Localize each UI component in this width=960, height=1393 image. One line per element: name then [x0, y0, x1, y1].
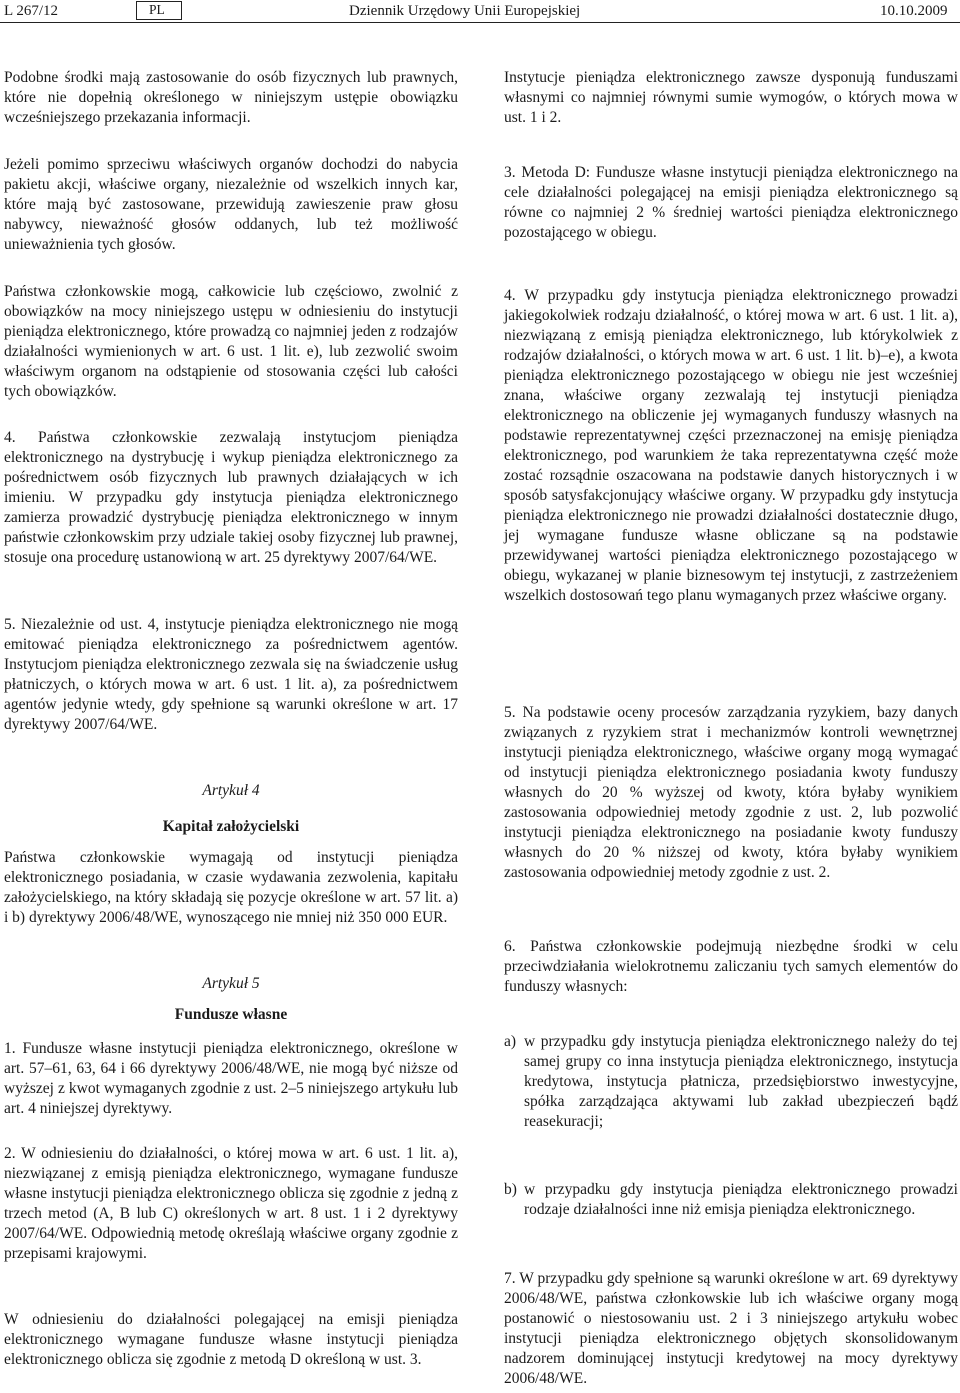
- paragraph-item-5: 5. Na podstawie oceny procesów zarządzania ryzykiem, bazy danych związanych z ryzykiem strat i mechanizmów kontroli wewnętrznej instytucji pieniądza elektronicznego, właściwe organy mogą wymagać od instytucji pieniądza elektronicznego posiadania kwoty funduszy własnych do 20 % wyższej od kwoty, która byłaby wynikiem zastosowania odpowiedniej metody zgodnie z ust. 2, lub pozwolić instytucji pieniądza elektronicznego na posiadanie kwoty funduszy własnych do 20 % niższej od kwoty, która byłaby wynikiem zastosowania odpowiedniej metody zgodnie z ust. 2.: [504, 704, 958, 881]
- list-item-label: a): [504, 1033, 517, 1050]
- list-item-label: b): [504, 1181, 517, 1198]
- paragraph: W odniesieniu do działalności polegającej na emisji pieniądza elektronicznego wymagane fundusze własne instytucji pieniądza elektronicznego oblicza się zgodnie z metodą D określoną w ust. 3.: [4, 1311, 458, 1368]
- paragraph: Instytucje pieniądza elektronicznego zawsze dysponują funduszami własnymi co najmniej równymi sumie wymogów, o których mowa w ust. 1 i 2.: [504, 69, 958, 126]
- paragraph: Państwa członkowskie mogą, całkowicie lub częściowo, zwolnić z obowiązków na mocy niniejszego ustępu w odniesieniu do instytucji pieniądza elektronicznego, które prowadzą co najmniej jeden z rodzajów działalności wymienionych w art. 6 ust. 1 lit. e), lub zezwolić swoim właściwym organom na odstąpienie od stosowania części lub całości tych obowiązków.: [4, 283, 458, 400]
- paragraph: Podobne środki mają zastosowanie do osób fizycznych lub prawnych, które nie dopełnią określonego w niniejszym ustępie obowiązku wcześniejszego przekazania informacji.: [4, 69, 458, 126]
- paragraph-item-1: 1. Fundusze własne instytucji pieniądza elektronicznego, określone w art. 57–61, 63, 64 i 66 dyrektywy 2006/48/WE, nie mogą być niższe od wyższej z kwot wymaganych zgodnie z ust. 2–5 niniejszego artykułu lub art. 4 niniejszej dyrektywy.: [4, 1040, 458, 1117]
- paragraph-item-3: 3. Metoda D: Fundusze własne instytucji pieniądza elektronicznego na cele działalności polegającej na emisji pieniądza elektronicznego są równe co najmniej 2 % średniej wartości pieniądza elektronicznego pozostającego w obiegu.: [504, 164, 958, 241]
- right-column: [504, 68, 958, 1390]
- language-badge: PL: [136, 1, 182, 20]
- list-item-a: [504, 1032, 958, 1132]
- paragraph: Jeżeli pomimo sprzeciwu właściwych organów dochodzi do nabycia pakietu akcji, właściwe organy, niezależnie od wszelkich innych kar, które mają być zastosowane, przewidują zawieszenie praw głosu nabywcy, nieważność głosów oddanych, lub też możliwość unieważnienia tych głosów.: [4, 156, 458, 253]
- paragraph-item-4: 4. W przypadku gdy instytucja pieniądza elektronicznego prowadzi jakiegokolwiek rodzaju działalność, o której mowa w art. 6 ust. 1 lit. a), niezwiązaną z emisją pieniądza elektronicznego, lub którykolwiek z rodzajów działalności, o których mowa w art. 6 ust. 1 lit. b)–e), a kwota pieniądza elektronicznego pozostającego w obiegu nie jest wcześniej znana, właściwe organy zezwalają tej instytucji pieniądza elektronicznego na obliczenie jej wymaganych funduszy własnych na podstawie reprezentatywnej części przeznaczonej na emisję pieniądza elektronicznego, pod warunkiem że taka reprezentatywna część może zostać rozsądnie oszacowana na podstawie danych historycznych i w sposób satysfakcjonujący właściwe organy. W przypadku gdy instytucja pieniądza elektronicznego nie prowadzi działalności dostatecznie długo, jej wymagane fundusze własne obliczane są na podstawie przewidywanej wartości pieniądza elektronicznego pozostającego w obiegu, wykazanej w planie biznesowym tej instytucji, z zastrzeżeniem wszelkich dostosowań tego planu wymaganych przez właściwe organy.: [504, 287, 958, 604]
- article-title: Fundusze własne: [174, 1006, 288, 1023]
- page-reference: L 267/12: [4, 3, 59, 19]
- paragraph-item-5: 5. Niezależnie od ust. 4, instytucje pieniądza elektronicznego nie mogą emitować pieniądza elektronicznego za pośrednictwem agentów. Instytucjom pieniądza elektronicznego zezwala się na świadczenie usług płatniczych, o których mowa w art. 6 ust. 1 lit. a), za pośrednictwem agentów jedynie wtedy, gdy spełnione są warunki określone w art. 17 dyrektywy 2007/64/WE.: [4, 616, 458, 733]
- journal-title: Dziennik Urzędowy Unii Europejskiej: [349, 3, 581, 19]
- paragraph: Państwa członkowskie wymagają od instytucji pieniądza elektronicznego posiadania, w czasie wydawania zezwolenia, kapitału założycielskiego, na który składają się pozycje określone w art. 57 lit. a) i b) dyrektywy 2006/48/WE, wynoszącego nie mniej niż 350 000 EUR.: [4, 849, 458, 926]
- left-column: [4, 68, 458, 1390]
- paragraph-item-4: 4. Państwa członkowskie zezwalają instytucjom pieniądza elektronicznego na dystrybucję i wykup pieniądza elektronicznego za pośrednictwem osób fizycznych lub prawnych działających w ich imieniu. W przypadku gdy instytucja pieniądza elektronicznego zamierza prowadzić dystrybucję pieniądza elektronicznego w innym państwie członkowskim przy udziale takiej osoby fizycznej lub prawnej, stosuje ona procedurę ustanowioną w art. 25 dyrektywy 2007/64/WE.: [4, 429, 458, 566]
- list-item-text: w przypadku gdy instytucja pieniądza elektronicznego należy do tej samej grupy co inna instytucja pieniądza elektronicznego, instytucja kredytowa, instytucja płatnicza, przedsiębiorstwo inwestycyjne, spółka zarządzająca aktywami lub zakład ubezpieczeń bądź reasekuracji;: [524, 1033, 958, 1130]
- page-header: [0, 0, 960, 22]
- publication-date: 10.10.2009: [880, 3, 948, 19]
- paragraph-item-2: 2. W odniesieniu do działalności, o której mowa w art. 6 ust. 1 lit. a), niezwiązanej z emisją pieniądza elektronicznego, wymagane fundusze własne instytucji pieniądza elektronicznego oblicza się zgodnie z jedną z trzech metod (A, B lub C) określonych w art. 8 ust. 1 i 2 dyrektywy 2007/64/WE. Odpowiednią metodę określają właściwe organy zgodnie z przepisami krajowymi.: [4, 1145, 458, 1262]
- article-title: Kapitał założycielski: [162, 818, 300, 835]
- list-item-text: w przypadku gdy instytucja pieniądza elektronicznego prowadzi rodzaje działalności inne niż emisja pieniądza elektronicznego.: [524, 1181, 958, 1218]
- paragraph-item-6: 6. Państwa członkowskie podejmują niezbędne środki w celu przeciwdziałania wielokrotnemu zaliczaniu tych samych elementów do funduszy własnych:: [504, 938, 958, 995]
- header-divider: [0, 22, 960, 23]
- article-number: Artykuł 4: [202, 782, 260, 799]
- list-item-b: [504, 1180, 958, 1220]
- article-number: Artykuł 5: [202, 975, 260, 992]
- paragraph-item-7: 7. W przypadku gdy spełnione są warunki określone w art. 69 dyrektywy 2006/48/WE, państwa członkowskie lub ich właściwe organy mogą postanowić o niestosowaniu ust. 2 i 3 niniejszego artykułu wobec instytucji pieniądza elektronicznego objętych skonsolidowanym nadzorem dominującej instytucji kredytowej na mocy dyrektywy 2006/48/WE.: [504, 1270, 958, 1387]
